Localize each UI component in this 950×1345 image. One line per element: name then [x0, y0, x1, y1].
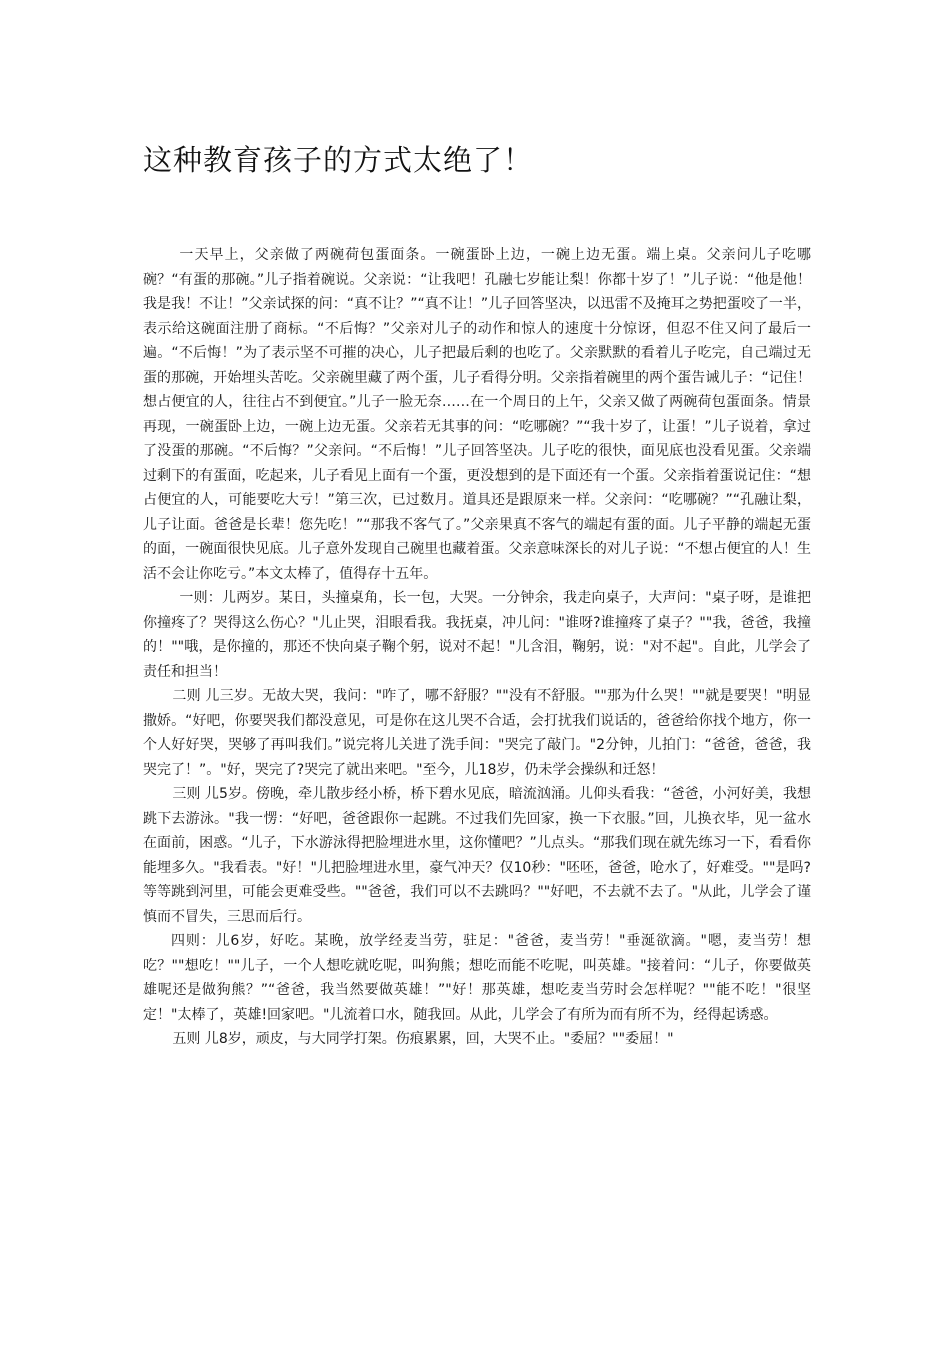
paragraph-egg-story: 一天早上，父亲做了两碗荷包蛋面条。一碗蛋卧上边，一碗上边无蛋。端上桌。父亲问儿子吃哪碗？“有蛋的那碗。”儿子指着碗说。父亲说：“让我吧！孔融七岁能让梨！你都十岁了！”儿子说：“他是他！我是我！不让！”父亲试探的问：“真不让？”“真不让！”儿子回答坚决，以迅雷不及掩耳之势把蛋咬了一半，表示给这碗面注册了商标。“不后悔？”父亲对儿子的动作和惊人的速度十分惊讶，但忍不住又问了最后一遍。“不后悔！”为了表示坚不可摧的决心，儿子把最后剩的也吃了。父亲默默的看着儿子吃完，自己端过无蛋的那碗，开始埋头苦吃。父亲碗里藏了两个蛋，儿子看得分明。父亲指着碗里的两个蛋告诫儿子：“记住！想占便宜的人，往往占不到便宜。”儿子一脸无奈……在一个周日的上午，父亲又做了两碗荷包蛋面条。情景再现，一碗蛋卧上边，一碗上边无蛋。父亲若无其事的问：“吃哪碗？”“我十岁了，让蛋！”儿子说着，拿过了没蛋的那碗。“不后悔？”父亲问。“不后悔！”儿子回答坚决。儿子吃的很快，面见底也没看见蛋。父亲端过剩下的有蛋面，吃起来，儿子看见上面有一个蛋，更没想到的是下面还有一个蛋。父亲指着蛋说记住：“想占便宜的人，可能要吃大亏！”第三次，已过数月。道具还是跟原来一样。父亲问：“吃哪碗？”“孔融让梨，儿子让面。爸爸是长辈！您先吃！”“那我不客气了。”父亲果真不客气的端起有蛋的面。儿子平静的端起无蛋的面，一碗面很快见底。儿子意外发现自己碗里也藏着蛋。父亲意味深长的对儿子说：“不想占便宜的人！生活不会让你吃亏。”本文太棒了，值得存十五年。 — [143, 247, 811, 582]
paragraph-lesson-3: 三则 儿5岁。傍晚，牵儿散步经小桥，桥下碧水见底，暗流汹涌。儿仰头看我：“爸爸，小河好美，我想跳下去游泳。"我一愣：“好吧，爸爸跟你一起跳。不过我们先回家，换一下衣服。”回，儿换衣毕，见一盆水在面前，困惑。“儿子，下水游泳得把脸埋进水里，这你懂吧？”儿点头。“那我们现在就先练习一下，看看你能埋多久。"我看表。"好！"儿把脸埋进水里，豪气冲天？仅10秒："呸呸，爸爸，呛水了，好难受。""是吗?等等跳到河里，可能会更难受些。""爸爸，我们可以不去跳吗？""好吧，不去就不去了。"从此，儿学会了谨慎而不冒失，三思而后行。 — [143, 786, 811, 925]
paragraph-lesson-5: 五则 儿8岁，顽皮，与大同学打架。伤痕累累，回，大哭不止。"委屈？""委屈！" — [172, 1031, 674, 1047]
article-body — [143, 243, 811, 1052]
paragraph-lesson-4: 四则：儿6岁，好吃。某晚，放学经麦当劳，驻足："爸爸，麦当劳！"垂涎欲滴。"嗯，麦当劳！想吃？""想吃！""儿子，一个人想吃就吃呢，叫狗熊；想吃而能不吃呢，叫英雄。"接着问：“儿子，你要做英雄呢还是做狗熊？”“爸爸，我当然要做英雄！”"好！那英雄，想吃麦当劳时会怎样呢？""能不吃！"很坚定！"太棒了，英雄!回家吧。"儿流着口水，随我回。从此，儿学会了有所为而有所不为，经得起诱惑。 — [143, 933, 811, 1023]
paragraph-lesson-1: 一则：儿两岁。某日，头撞桌角，长一包，大哭。一分钟余，我走向桌子，大声问："桌子呀，是谁把你撞疼了？哭得这么伤心？"儿止哭，泪眼看我。我抚桌，冲儿问："谁呀?谁撞疼了桌子？""我，爸爸，我撞的！""哦，是你撞的，那还不快向桌子鞠个躬，说对不起！"儿含泪，鞠躬，说："对不起"。自此，儿学会了责任和担当！ — [143, 590, 811, 680]
paragraph-lesson-2: 二则 儿三岁。无故大哭，我问："咋了，哪不舒服？""没有不舒服。""那为什么哭！""就是要哭！"明显撒娇。“好吧，你要哭我们都没意见，可是你在这儿哭不合适，会打扰我们说话的，爸爸给你找个地方，你一个人好好哭，哭够了再叫我们。”说完将儿关进了洗手间："哭完了敲门。"2分钟，儿拍门：“爸爸，爸爸，我哭完了！”。"好，哭完了?哭完了就出来吧。"至今，儿18岁，仍未学会操纵和迁怒！ — [143, 688, 811, 778]
page-title: 这种教育孩子的方式太绝了！ — [143, 143, 534, 177]
